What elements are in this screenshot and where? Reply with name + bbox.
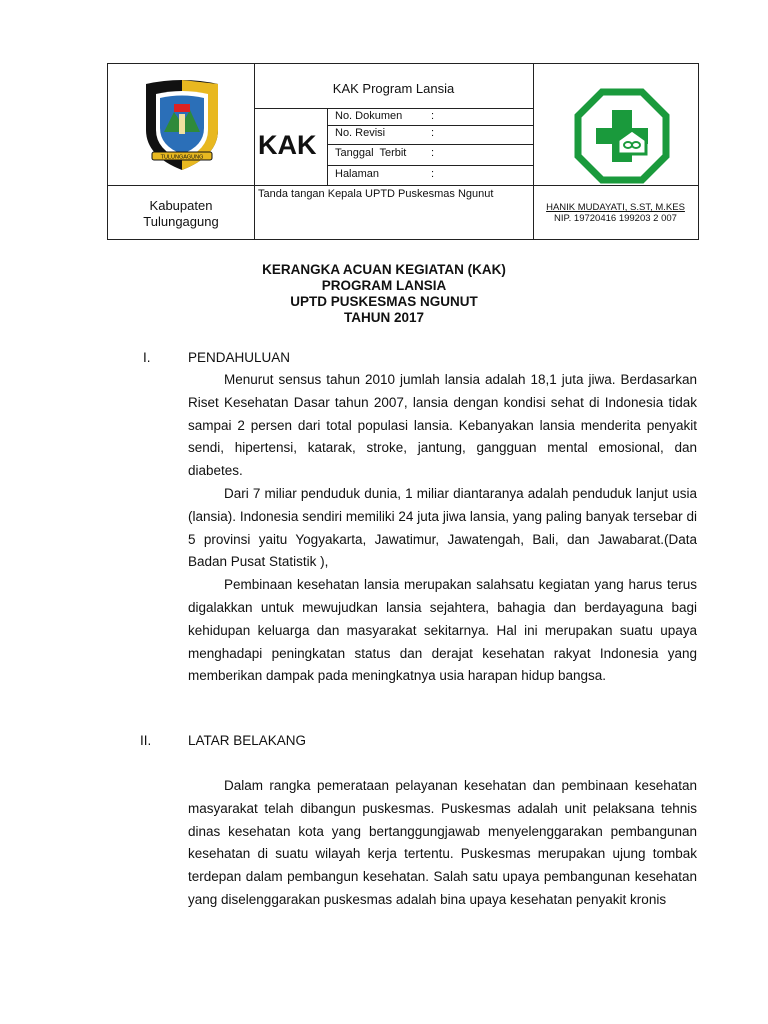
section-1-paragraph-3: Pembinaan kesehatan lansia merupakan salahsatu kegiatan yang harus terus digalakkan untuk mewujudkan lansia sejahtera, bahagia dan berdayaguna bagi kehidupan keluarga dan masyarakat sekitarnya. Hal ini merupakan suatu upaya menghadapi peningkatan status dan derajat kesehatan rakyat Indonesia yang memberikan dampak pada meningkatnya usia harapan hidup bangsa. — [188, 577, 697, 684]
meta-sep-dokumen: : — [431, 110, 435, 122]
program-title: KAK Program Lansia — [332, 81, 455, 96]
section-1-body — [188, 369, 697, 688]
meta-sep-halaman: : — [431, 168, 435, 180]
seal-ribbon-text: TULUNGAGUNG — [160, 154, 204, 161]
section-1-heading: PENDAHULUAN — [188, 350, 291, 365]
title-line-2: PROGRAM LANSIA — [321, 278, 447, 293]
region-name — [108, 198, 254, 230]
meta-label-halaman: Halaman — [335, 168, 380, 180]
section-2-body — [188, 775, 697, 912]
section-2-number: II. — [140, 733, 152, 748]
signer-name: HANIK MUDAYATI, S.ST, M.KES — [546, 202, 685, 213]
region-line-1: Kabupaten — [149, 198, 213, 213]
meta-sep-revisi: : — [431, 127, 435, 139]
section-1-paragraph-1: Menurut sensus tahun 2010 jumlah lansia adalah 18,1 juta jiwa. Berdasarkan Riset Kesehatan Dasar tahun 2007, lansia dengan kondisi sehat di Indonesia tidak sampai 2 persen dari total populasi lansia. Kebanyakan lansia menderita penyakit sendi, hipertensi, katarak, stroke, jantung, gangguan mental emosional, dan diabetes. — [188, 372, 697, 479]
meta-label-revisi: No. Revisi — [335, 127, 386, 139]
section-1-paragraph-2: Dari 7 miliar penduduk dunia, 1 miliar diantaranya adalah penduduk lanjut usia (lansia). Indonesia sendiri memiliki 24 juta jiwa lansia, yang paling banyak tersebar di 5 provinsi yaitu Yogyakarta, Jawatimur, Jawatengah, Bali, dan Jawabarat.(Data Badan Pusat Statistik ), — [188, 485, 697, 570]
document-title — [0, 262, 768, 326]
title-line-4: TAHUN 2017 — [343, 310, 425, 325]
region-line-2: Tulungagung — [143, 214, 219, 229]
kak-label: KAK — [258, 130, 317, 160]
tulungagung-seal-logo — [138, 76, 226, 172]
meta-sep-tanggal: : — [431, 147, 435, 159]
meta-label-dokumen: No. Dokumen — [335, 110, 403, 122]
meta-label-tanggal: Tanggal Terbit — [335, 147, 407, 159]
puskesmas-logo — [574, 88, 670, 184]
title-line-3: UPTD PUSKESMAS NGUNUT — [290, 294, 478, 309]
document-header-table — [107, 63, 699, 240]
title-line-1: KERANGKA ACUAN KEGIATAN (KAK) — [262, 262, 506, 277]
section-1-number: I. — [143, 350, 151, 365]
section-2-heading: LATAR BELAKANG — [188, 733, 307, 748]
signature-caption: Tanda tangan Kepala UPTD Puskesmas Ngunut — [258, 188, 494, 200]
signer-nip: NIP. 19720416 199203 2 007 — [554, 213, 677, 224]
section-2-paragraph-1: Dalam rangka pemerataan pelayanan kesehatan dan pembinaan kesehatan masyarakat telah dibangun puskesmas. Puskesmas adalah unit pelaksana tehnis dinas kesehatan kota yang bertanggungjawab menyelenggarakan pembangunan kesehatan di suatu wilayah kerja tertentu. Puskesmas merupakan ujung tombak terdepan dalam pembangun kesehatan. Salah satu upaya pembangunan kesehatan yang diselenggarakan puskesmas adalah bina upaya kesehatan penyakit kronis — [188, 778, 697, 907]
